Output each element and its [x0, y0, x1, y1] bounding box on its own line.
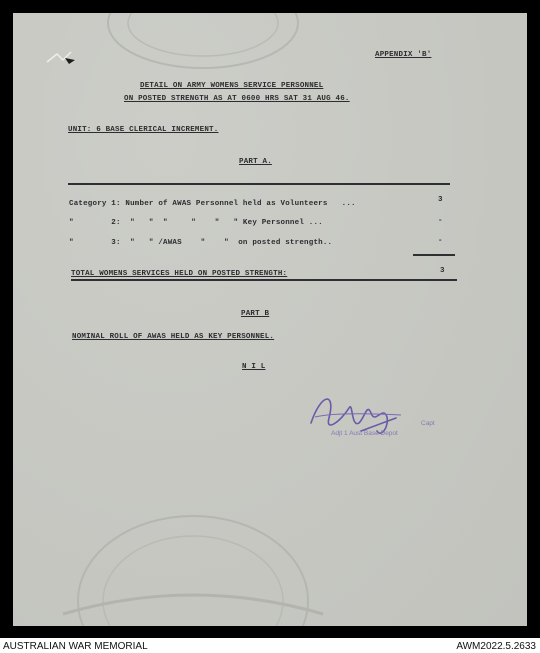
footer-bar — [0, 638, 540, 653]
subtotal-rule — [413, 254, 455, 256]
category-row-1-label: Category 1: Number of AWAS Personnel held as Volunteers ... — [69, 200, 356, 208]
category-row-2-value: - — [438, 217, 443, 225]
total-value: 3 — [440, 267, 445, 275]
total-rule — [71, 279, 457, 281]
document-title-line1: DETAIL ON ARMY WOMENS SERVICE PERSONNEL — [140, 82, 324, 90]
signature-icon — [301, 383, 411, 448]
table-top-rule — [68, 183, 450, 185]
signature-title: Adjt 1 Aust Base Depot — [331, 430, 398, 437]
ink-mark-icon — [43, 48, 83, 68]
signature-rank: Capt — [421, 420, 435, 427]
seal-top-icon — [93, 13, 313, 73]
total-label: TOTAL WOMENS SERVICES HELD ON POSTED STRENGTH: — [71, 270, 288, 278]
nominal-roll-heading: NOMINAL ROLL OF AWAS HELD AS KEY PERSONNEL. — [72, 333, 275, 341]
document-page — [13, 13, 527, 626]
seal-bottom-icon — [53, 506, 333, 626]
category-row-1-value: 3 — [438, 196, 443, 204]
appendix-label: APPENDIX 'B' — [375, 51, 432, 59]
unit-label: UNIT: 6 BASE CLERICAL INCREMENT. — [68, 126, 219, 134]
nil-text: N I L — [242, 363, 266, 371]
part-b-heading: PART B — [241, 310, 270, 318]
category-row-3-label: " 3: " " /AWAS " " on posted strength.. — [69, 239, 333, 247]
part-a-heading: PART A. — [239, 158, 272, 166]
category-row-3-value: - — [438, 237, 443, 245]
document-title-line2: ON POSTED STRENGTH AS AT 0600 HRS SAT 31 AUG 46. — [124, 95, 350, 103]
category-row-2-label: " 2: " " " " " " Key Personnel ... — [69, 219, 323, 227]
footer-institution: AUSTRALIAN WAR MEMORIAL — [3, 641, 148, 652]
footer-accession-number: AWM2022.5.2633 — [456, 641, 536, 652]
